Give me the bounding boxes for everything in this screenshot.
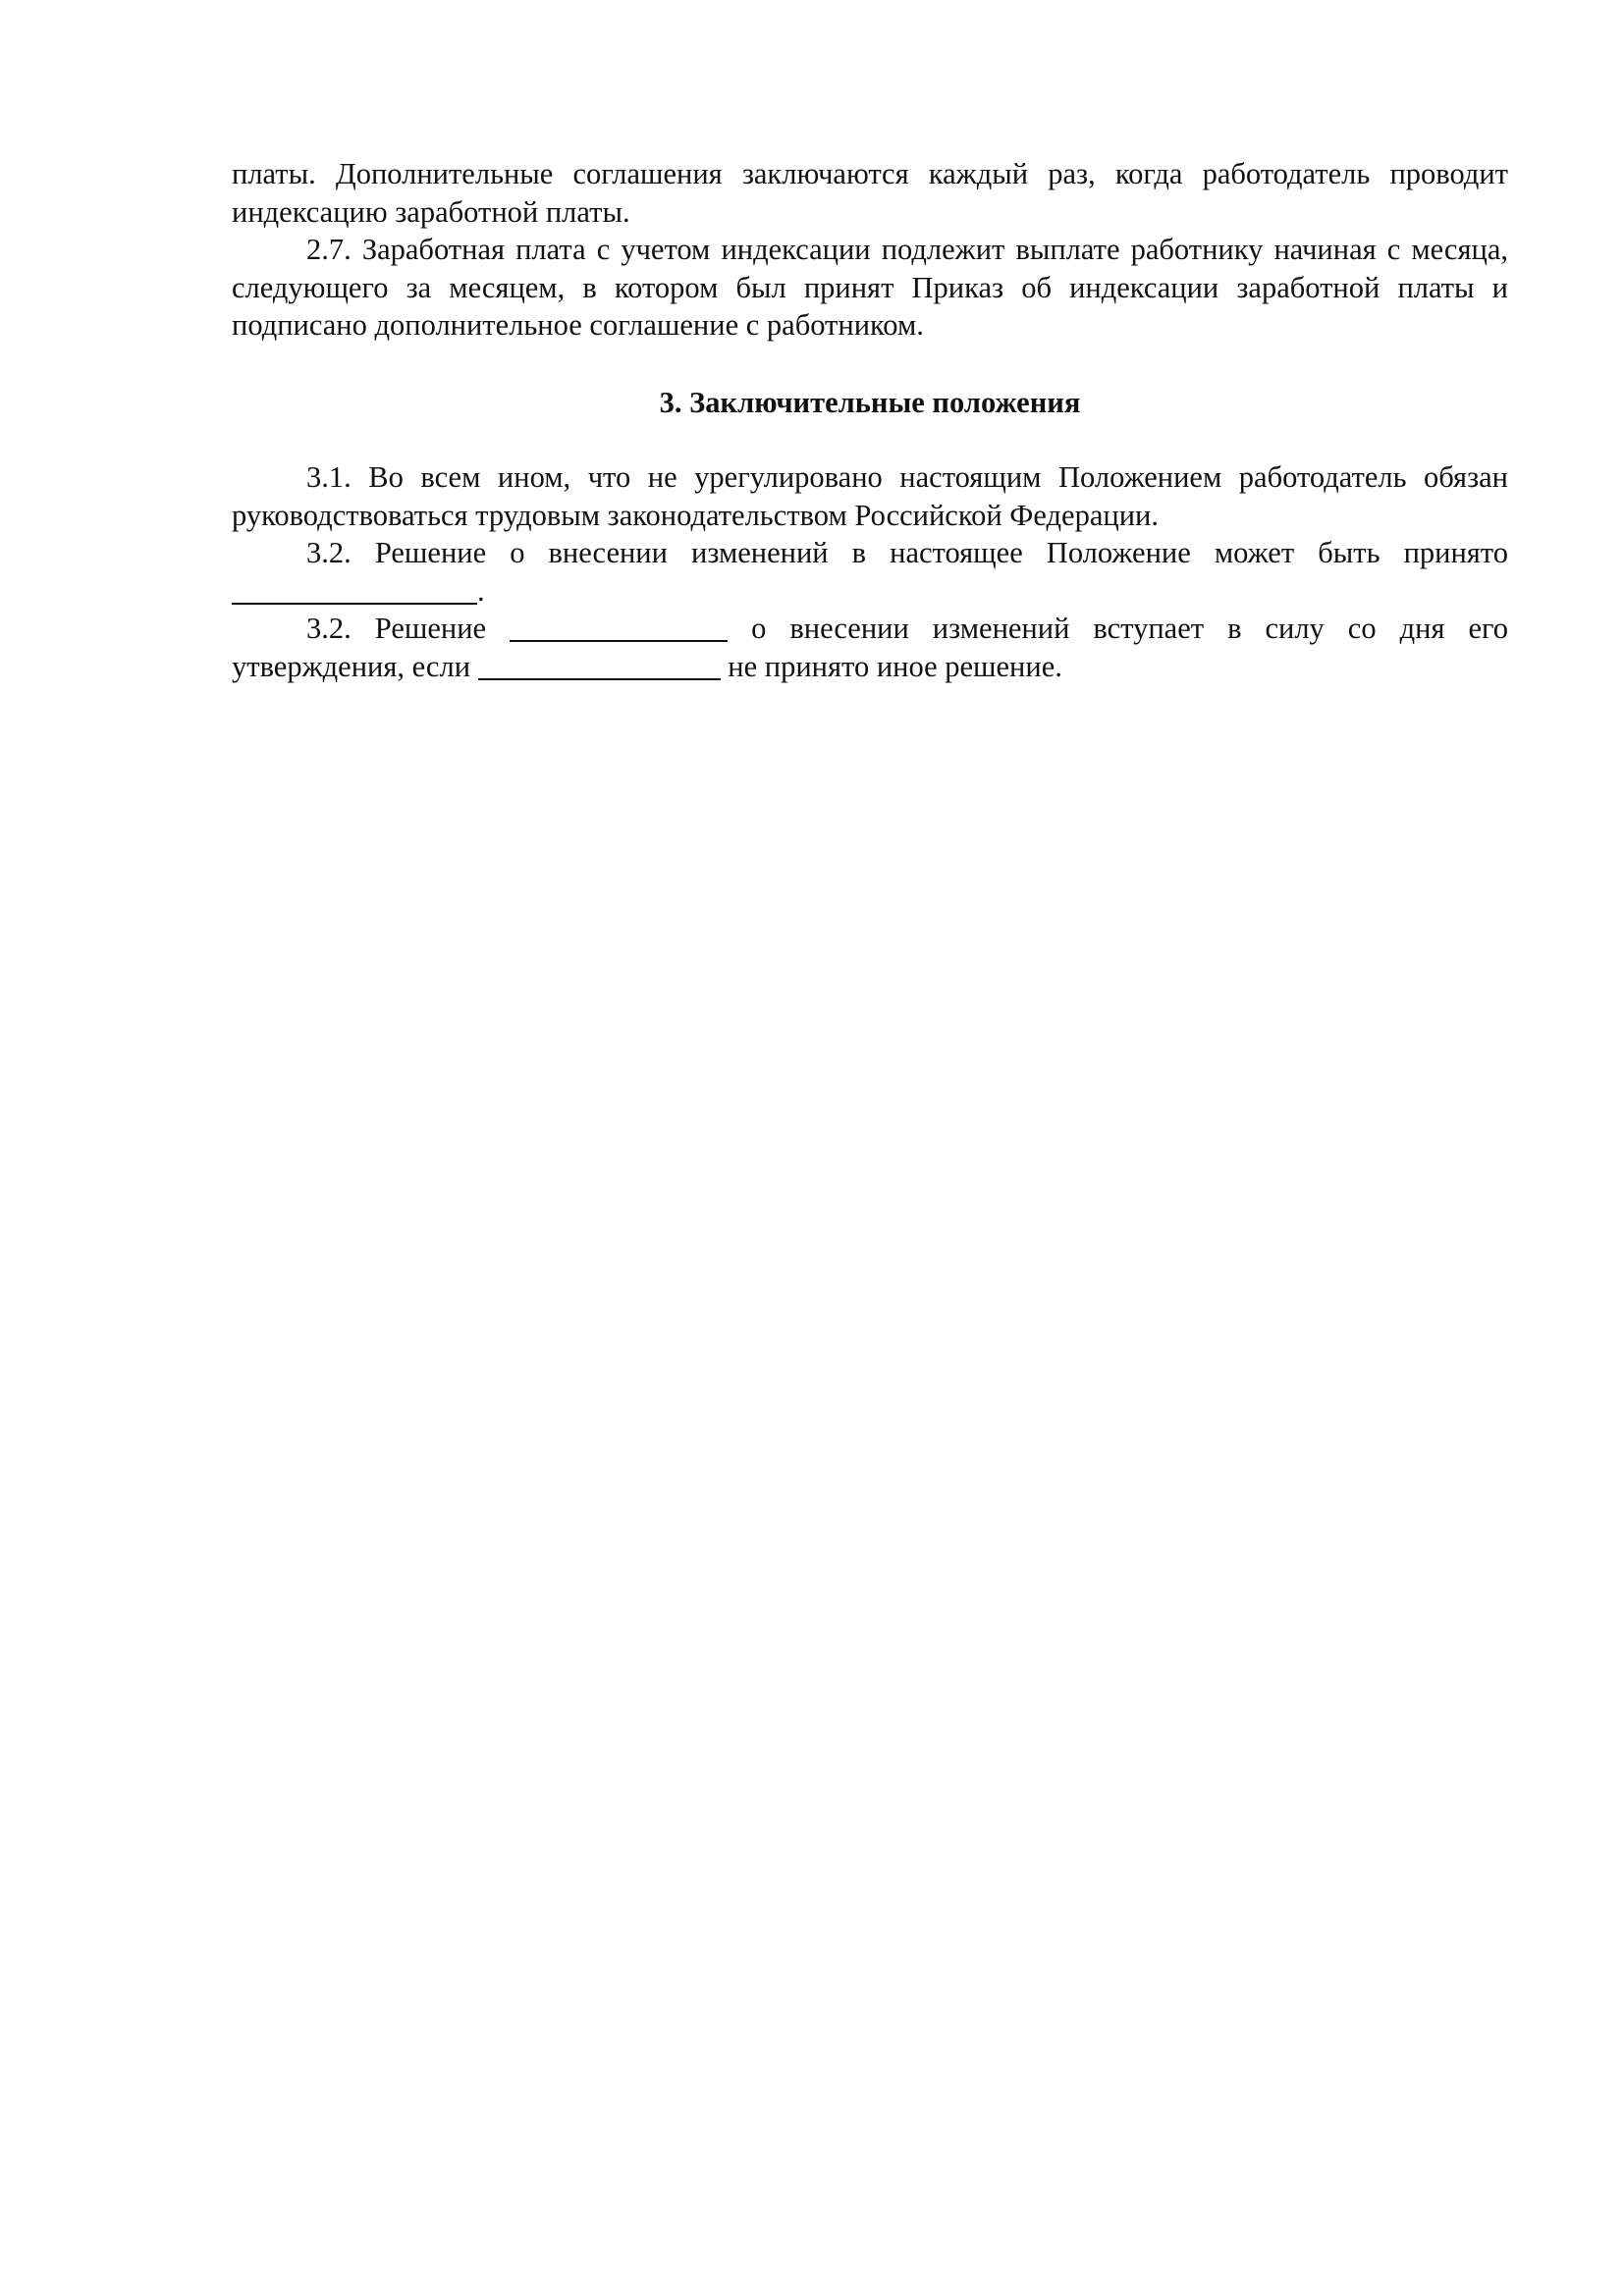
paragraph-3-2-first [232,534,1508,572]
paragraph-2-7: 2.7. Заработная плата с учетом индексации подлежит выплате работнику начиная с месяца, следующего за месяцем, в котором был принят Приказ об индексации заработной платы и подписано дополнительное соглашение с работником. [232,233,1508,342]
paragraph-3-2-text: 3.2. Решение о внесении изменений в настоящее Положение может быть принято [306,536,1508,569]
section-3-heading: 3. Заключительные положения [659,385,1081,419]
fill-in-blank[interactable] [510,611,728,642]
paragraph-3-2-second [232,610,1508,685]
paragraph-3-2-period: . [477,573,485,608]
fill-in-blank[interactable] [232,573,477,605]
document-page [232,155,1508,685]
paragraph-3-2b-start: 3.2. Решение [306,612,487,645]
paragraph-3-2b-middle: о внесении изменений вступает в силу со дня его утверждения, если [232,612,1509,683]
paragraph-2-6-continuation: платы. Дополнительные соглашения заключаются каждый раз, когда работодатель проводит индексацию заработной платы. [232,157,1508,229]
paragraph-3-2-first-blank-line [232,572,1508,611]
paragraph-3-2b-end: не принято иное решение. [728,649,1062,683]
paragraph-3-1: 3.1. Во всем ином, что не урегулировано настоящим Положением работодатель обязан руководствоваться трудовым законодательством Российской Федерации. [232,460,1508,532]
fill-in-blank[interactable] [478,649,721,680]
